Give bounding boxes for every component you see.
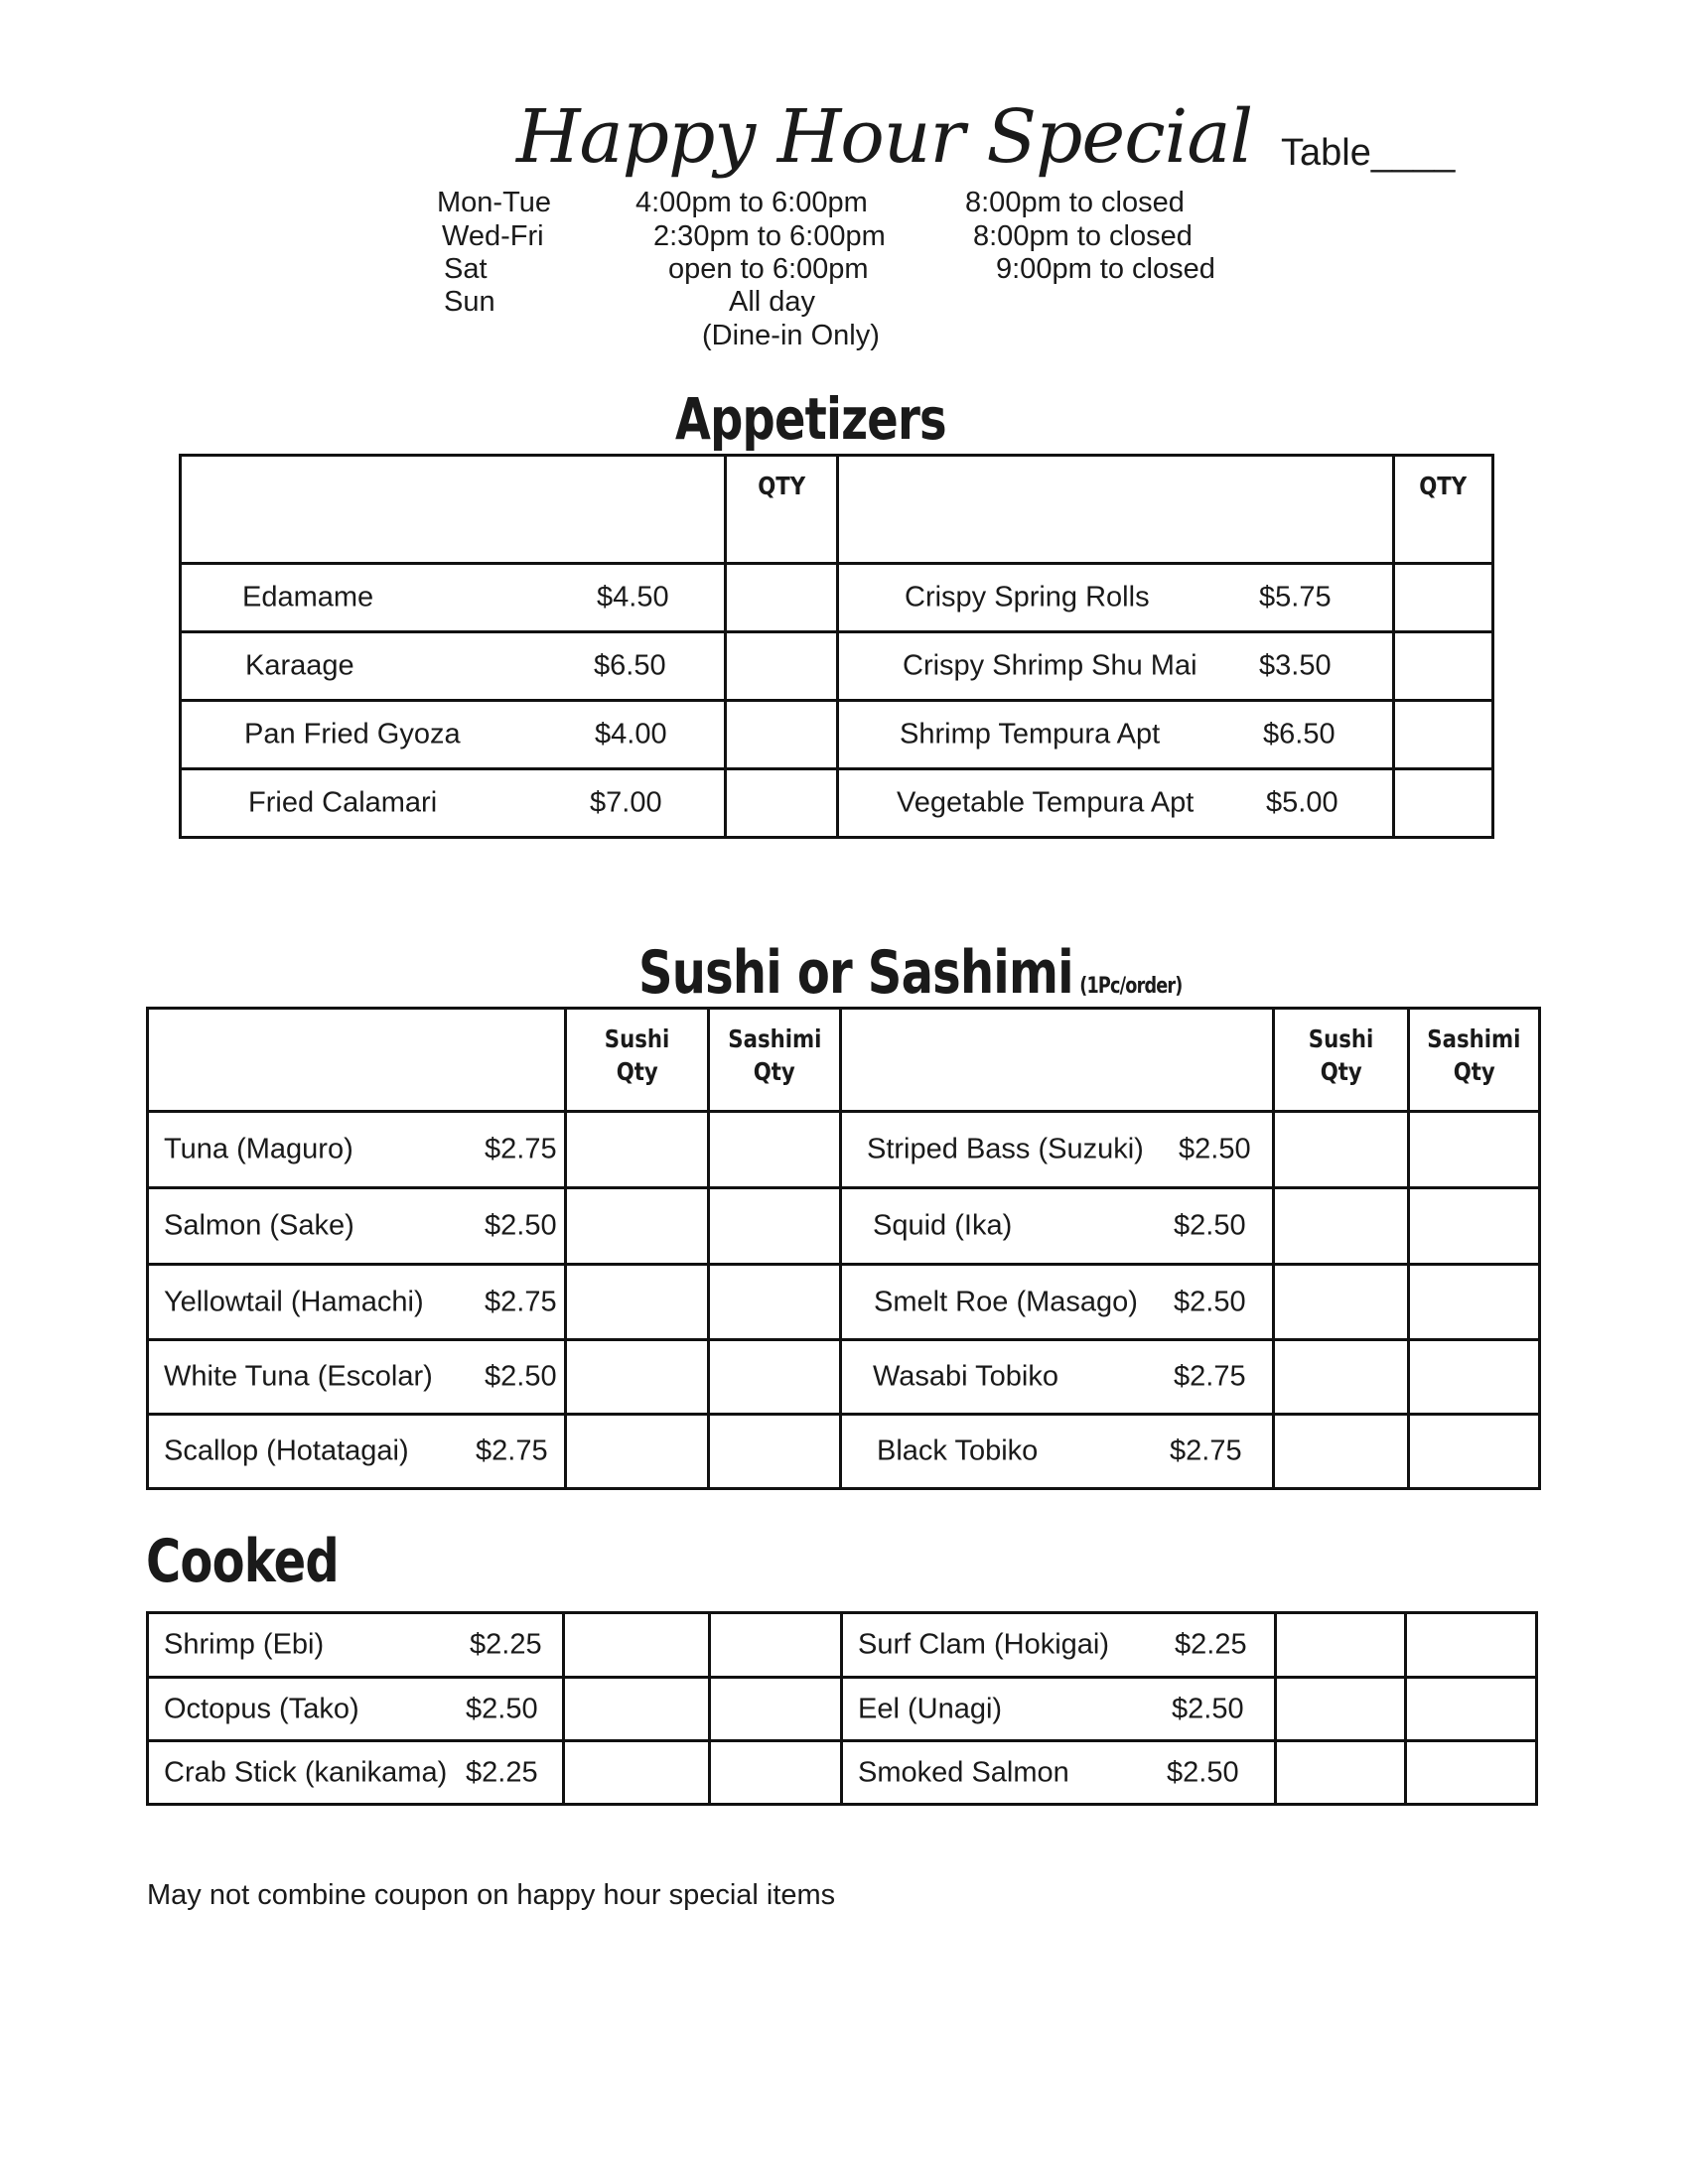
sashimi-qty-cell[interactable] — [1406, 1613, 1537, 1678]
table-row — [181, 701, 1493, 769]
item-price: $2.25 — [470, 1628, 542, 1661]
item-price: $2.50 — [1174, 1286, 1246, 1317]
menu-item — [148, 1112, 566, 1188]
menu-item — [181, 701, 726, 769]
item-price: $2.50 — [1172, 1693, 1244, 1724]
item-name: Yellowtail (Hamachi) — [164, 1286, 424, 1317]
menu-item — [181, 564, 726, 632]
footer-note: May not combine coupon on happy hour special items — [147, 1879, 836, 1911]
sashimi-qty-cell[interactable] — [1406, 1678, 1537, 1741]
item-price: $2.75 — [1174, 1360, 1246, 1393]
page-title: Happy Hour Special — [516, 94, 1253, 180]
menu-item — [838, 701, 1394, 769]
appetizers-header-blank-right — [838, 456, 1394, 564]
item-price: $2.75 — [485, 1133, 557, 1165]
item-price: $5.00 — [1266, 786, 1338, 819]
sashimi-qty-cell[interactable] — [709, 1112, 841, 1188]
item-name: Striped Bass (Suzuki) — [867, 1133, 1144, 1165]
table-row — [148, 1415, 1540, 1489]
appetizers-table — [179, 454, 1494, 839]
item-price: $2.50 — [1174, 1209, 1246, 1242]
sushi-heading-note: (1Pc/order) — [1079, 974, 1183, 999]
hours-day-sat: Sat — [444, 253, 488, 285]
item-price: $2.25 — [466, 1756, 538, 1788]
sashimi-qty-cell[interactable] — [709, 1415, 841, 1489]
menu-item — [148, 1265, 566, 1340]
item-price: $2.25 — [1175, 1628, 1247, 1661]
hours-evening-mon-tue: 8:00pm to closed — [965, 187, 1185, 218]
hours-day-mon-tue: Mon-Tue — [437, 187, 551, 218]
table-row — [148, 1678, 1537, 1741]
sushi-qty-cell[interactable] — [566, 1265, 709, 1340]
item-price: $2.75 — [1170, 1434, 1242, 1467]
sushi-qty-header-left: Sushi Qty — [566, 1009, 709, 1112]
sashimi-qty-cell[interactable] — [1409, 1415, 1540, 1489]
item-name: Eel (Unagi) — [858, 1693, 1003, 1724]
sushi-header-blank-right — [841, 1009, 1274, 1112]
item-price: $5.75 — [1259, 581, 1332, 614]
menu-item — [842, 1741, 1276, 1805]
qty-cell[interactable] — [1394, 564, 1493, 632]
item-name: Edamame — [242, 581, 374, 614]
sushi-header-blank-left — [148, 1009, 566, 1112]
item-name: Fried Calamari — [248, 786, 438, 819]
sushi-qty-cell[interactable] — [566, 1415, 709, 1489]
qty-cell[interactable] — [1394, 701, 1493, 769]
sashimi-qty-cell[interactable] — [1409, 1112, 1540, 1188]
table-number-label: Table____ — [1281, 132, 1456, 174]
sashimi-qty-cell[interactable] — [710, 1741, 842, 1805]
qty-cell[interactable] — [1394, 769, 1493, 838]
menu-item — [838, 769, 1394, 838]
qty-cell[interactable] — [726, 769, 838, 838]
menu-item — [841, 1415, 1274, 1489]
qty-cell[interactable] — [726, 701, 838, 769]
item-name: Vegetable Tempura Apt — [897, 786, 1195, 819]
sashimi-qty-cell[interactable] — [1409, 1188, 1540, 1265]
menu-item — [181, 632, 726, 701]
menu-item — [841, 1340, 1274, 1415]
appetizers-header-blank-left — [181, 456, 726, 564]
sashimi-qty-cell[interactable] — [1406, 1741, 1537, 1805]
table-row — [181, 632, 1493, 701]
menu-item — [148, 1741, 564, 1805]
item-price: $2.50 — [1179, 1133, 1251, 1165]
item-name: Scallop (Hotatagai) — [164, 1434, 409, 1467]
menu-item — [841, 1112, 1274, 1188]
item-price: $4.50 — [597, 581, 669, 614]
item-name: White Tuna (Escolar) — [164, 1360, 433, 1393]
sashimi-qty-cell[interactable] — [1409, 1265, 1540, 1340]
sashimi-qty-cell[interactable] — [709, 1265, 841, 1340]
menu-item — [841, 1265, 1274, 1340]
hours-day-wed-fri: Wed-Fri — [442, 220, 544, 252]
sushi-qty-header-right: Sushi Qty — [1274, 1009, 1409, 1112]
sushi-heading — [638, 938, 1183, 1008]
item-name: Black Tobiko — [877, 1434, 1039, 1467]
qty-cell[interactable] — [1394, 632, 1493, 701]
sashimi-qty-cell[interactable] — [710, 1678, 842, 1741]
menu-item — [148, 1613, 564, 1678]
item-price: $2.75 — [476, 1434, 548, 1467]
hours-afternoon-sun: All day — [729, 286, 816, 318]
sushi-qty-cell[interactable] — [1276, 1613, 1406, 1678]
table-row — [148, 1188, 1540, 1265]
menu-item — [838, 564, 1394, 632]
item-name: Shrimp Tempura Apt — [900, 718, 1161, 751]
sashimi-qty-header-right: Sashimi Qty — [1409, 1009, 1540, 1112]
item-price: $2.50 — [466, 1693, 538, 1724]
sushi-table — [146, 1007, 1541, 1490]
sushi-qty-cell[interactable] — [566, 1188, 709, 1265]
item-name: Karaage — [245, 649, 354, 682]
menu-item — [181, 769, 726, 838]
table-row — [148, 1112, 1540, 1188]
sushi-qty-cell[interactable] — [564, 1613, 710, 1678]
menu-item — [148, 1188, 566, 1265]
hours-evening-sat: 9:00pm to closed — [996, 253, 1215, 285]
sashimi-qty-cell[interactable] — [1409, 1340, 1540, 1415]
qty-cell[interactable] — [726, 564, 838, 632]
item-name: Smoked Salmon — [858, 1756, 1069, 1788]
item-name: Pan Fried Gyoza — [244, 718, 461, 751]
item-name: Smelt Roe (Masago) — [874, 1286, 1138, 1317]
menu-item — [148, 1340, 566, 1415]
sushi-qty-cell[interactable] — [1274, 1188, 1409, 1265]
sashimi-qty-cell[interactable] — [709, 1340, 841, 1415]
hours-afternoon-wed-fri: 2:30pm to 6:00pm — [653, 220, 886, 252]
sushi-qty-cell[interactable] — [1274, 1112, 1409, 1188]
table-row — [181, 769, 1493, 838]
cooked-heading: Cooked — [146, 1527, 339, 1596]
item-price: $2.50 — [485, 1209, 557, 1242]
table-row — [148, 1613, 1537, 1678]
hours-afternoon-mon-tue: 4:00pm to 6:00pm — [635, 187, 868, 218]
item-price: $4.00 — [595, 718, 667, 751]
sushi-qty-cell[interactable] — [1274, 1265, 1409, 1340]
sushi-qty-cell[interactable] — [1274, 1415, 1409, 1489]
sushi-qty-cell[interactable] — [1276, 1741, 1406, 1805]
item-name: Tuna (Maguro) — [164, 1133, 353, 1165]
item-name: Octopus (Tako) — [164, 1693, 359, 1724]
table-row — [148, 1265, 1540, 1340]
item-name: Crab Stick (kanikama) — [164, 1756, 448, 1788]
menu-item — [842, 1613, 1276, 1678]
sushi-qty-cell[interactable] — [564, 1678, 710, 1741]
item-name: Salmon (Sake) — [164, 1209, 354, 1242]
hours-day-sun: Sun — [444, 286, 495, 318]
sashimi-qty-header-left: Sashimi Qty — [709, 1009, 841, 1112]
hours-afternoon-sat: open to 6:00pm — [668, 253, 869, 285]
sushi-qty-cell[interactable] — [1274, 1340, 1409, 1415]
table-row — [148, 1340, 1540, 1415]
item-price: $2.75 — [485, 1286, 557, 1317]
item-price: $3.50 — [1259, 649, 1332, 682]
item-name: Surf Clam (Hokigai) — [858, 1628, 1109, 1661]
sushi-qty-cell[interactable] — [566, 1340, 709, 1415]
dine-in-note: (Dine-in Only) — [702, 320, 880, 351]
appetizers-qty-header-left: QTY — [726, 456, 838, 564]
sashimi-qty-cell[interactable] — [709, 1188, 841, 1265]
item-price: $7.00 — [590, 786, 662, 819]
menu-item — [841, 1188, 1274, 1265]
appetizers-heading: Appetizers — [675, 385, 946, 453]
appetizers-qty-header-right: QTY — [1394, 456, 1493, 564]
table-row — [148, 1741, 1537, 1805]
sushi-heading-text: Sushi or Sashimi — [638, 938, 1073, 1008]
hours-evening-wed-fri: 8:00pm to closed — [973, 220, 1193, 252]
sushi-qty-cell[interactable] — [564, 1741, 710, 1805]
qty-cell[interactable] — [726, 632, 838, 701]
menu-item — [842, 1678, 1276, 1741]
cooked-table — [146, 1611, 1538, 1806]
item-name: Shrimp (Ebi) — [164, 1628, 325, 1661]
item-name: Squid (Ika) — [873, 1209, 1013, 1242]
sushi-qty-cell[interactable] — [566, 1112, 709, 1188]
item-price: $6.50 — [1263, 718, 1336, 751]
item-name: Wasabi Tobiko — [873, 1360, 1058, 1393]
item-price: $2.50 — [485, 1360, 557, 1393]
menu-item — [148, 1678, 564, 1741]
item-price: $6.50 — [594, 649, 666, 682]
item-name: Crispy Spring Rolls — [905, 581, 1150, 614]
item-name: Crispy Shrimp Shu Mai — [903, 649, 1197, 682]
table-row — [181, 564, 1493, 632]
menu-item — [838, 632, 1394, 701]
item-price: $2.50 — [1167, 1756, 1239, 1788]
menu-item — [148, 1415, 566, 1489]
sushi-qty-cell[interactable] — [1276, 1678, 1406, 1741]
sashimi-qty-cell[interactable] — [710, 1613, 842, 1678]
